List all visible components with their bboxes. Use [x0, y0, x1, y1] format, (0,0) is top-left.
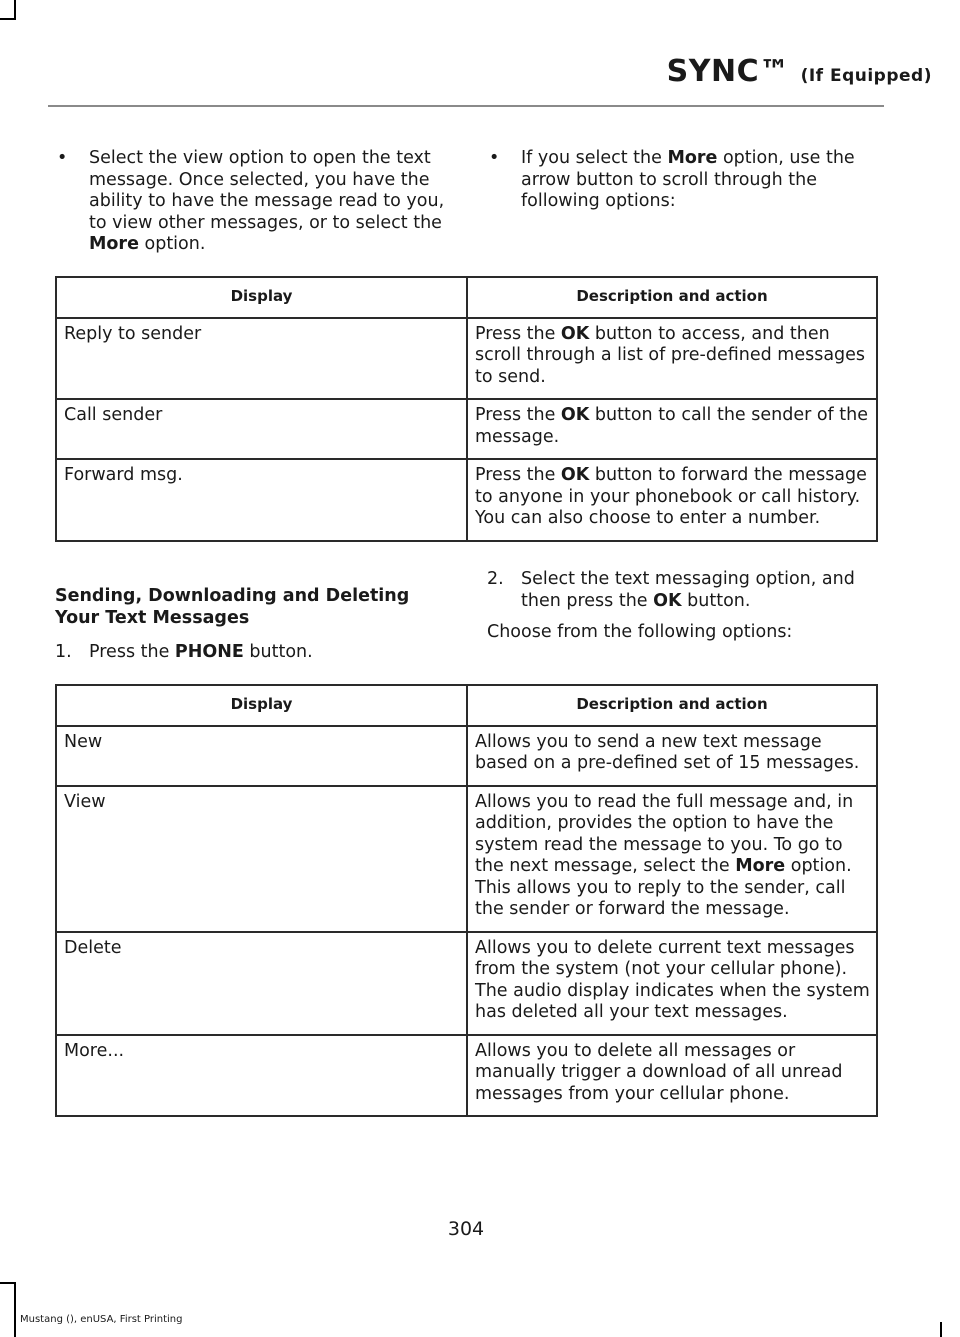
table-header-description: Description and action — [467, 685, 877, 726]
table-cell-description: Allows you to send a new text message based on a pre-defined set of 15 messages. — [467, 726, 877, 786]
step-2: 2. Select the text messaging option, and then press the OK button. — [487, 569, 855, 611]
table-cell-display: New — [56, 726, 467, 786]
table-header-row — [56, 277, 877, 318]
table-cell-description: Allows you to delete all messages or manually trigger a download of all unread messages from your cellular phone. — [467, 1035, 877, 1117]
table-cell-display: Forward msg. — [56, 459, 467, 541]
choose-options-text: Choose from the following options: — [487, 622, 793, 642]
bullet-text-post: option, use the arrow button to scroll through the following options: — [521, 148, 855, 211]
page-header-title — [0, 54, 932, 89]
crop-mark-top-left-h — [0, 18, 16, 20]
table-header-description: Description and action — [467, 277, 877, 318]
table-row — [56, 932, 877, 1035]
bullet-text-bold: More — [89, 234, 139, 254]
table-cell-description: Allows you to read the full message and, in addition, provides the option to have the system read the message to you. To go to the next message, select the More option. This allows you to reply to the sender, call the sender or forward the message. — [467, 786, 877, 932]
table-cell-display: Reply to sender — [56, 318, 467, 400]
table-cell-display: More... — [56, 1035, 467, 1117]
header-rule — [48, 105, 884, 107]
table-header-display: Display — [56, 277, 467, 318]
bullet-mark: • — [57, 148, 68, 168]
bullet-text-pre: Select the view option to open the text message. Once selected, you have the ability to have the message read to you, to view other messages, or to select the — [89, 148, 445, 233]
table-row — [56, 399, 877, 459]
intro-left-column — [55, 148, 455, 256]
table-row — [56, 318, 877, 400]
table-cell-description: Press the OK button to forward the message to anyone in your phonebook or call history. You can also choose to enter a number. — [467, 459, 877, 541]
section-heading: Sending, Downloading and Deleting Your Text Messages — [55, 586, 410, 628]
footer-edition: Mustang (), enUSA, First Printing — [20, 1314, 183, 1325]
section-right-column — [487, 569, 879, 644]
crop-mark-bottom-left-h — [0, 1282, 16, 1284]
table-row — [56, 459, 877, 541]
section-left-column — [55, 585, 455, 664]
intro-right-column — [487, 148, 879, 213]
table-cell-description: Press the OK button to access, and then scroll through a list of pre-defined messages to send. — [467, 318, 877, 400]
table-cell-display: View — [56, 786, 467, 932]
bullet-text-bold: More — [667, 148, 718, 168]
table-cell-description: Allows you to delete current text messages from the system (not your cellular phone). The audio display indicates when the system has deleted all your text messages. — [467, 932, 877, 1035]
step-1: 1. Press the PHONE button. — [55, 642, 313, 662]
table-row — [56, 726, 877, 786]
bullet-view-option — [55, 148, 455, 256]
table-cell-display: Delete — [56, 932, 467, 1035]
table-header-row — [56, 685, 877, 726]
step-number: 2. — [487, 569, 504, 589]
more-options-table — [55, 276, 878, 542]
bullet-text-post: option. — [138, 234, 206, 254]
table-cell-display: Call sender — [56, 399, 467, 459]
header-subtitle: (If Equipped) — [800, 66, 932, 86]
page-number: 304 — [447, 1218, 485, 1240]
header-title-text: SYNC™ — [666, 54, 790, 89]
crop-mark-bottom-right — [940, 1322, 942, 1337]
crop-mark-top-left — [14, 0, 16, 20]
table-row — [56, 1035, 877, 1117]
table-header-display: Display — [56, 685, 467, 726]
step-number: 1. — [55, 642, 72, 662]
bullet-mark: • — [489, 148, 500, 168]
bullet-text-pre: If you select the — [521, 148, 668, 168]
bullet-more-option — [487, 148, 879, 213]
text-message-options-table — [55, 684, 878, 1117]
table-row — [56, 786, 877, 932]
crop-mark-bottom-left — [14, 1282, 16, 1337]
table-cell-description: Press the OK button to call the sender of the message. — [467, 399, 877, 459]
